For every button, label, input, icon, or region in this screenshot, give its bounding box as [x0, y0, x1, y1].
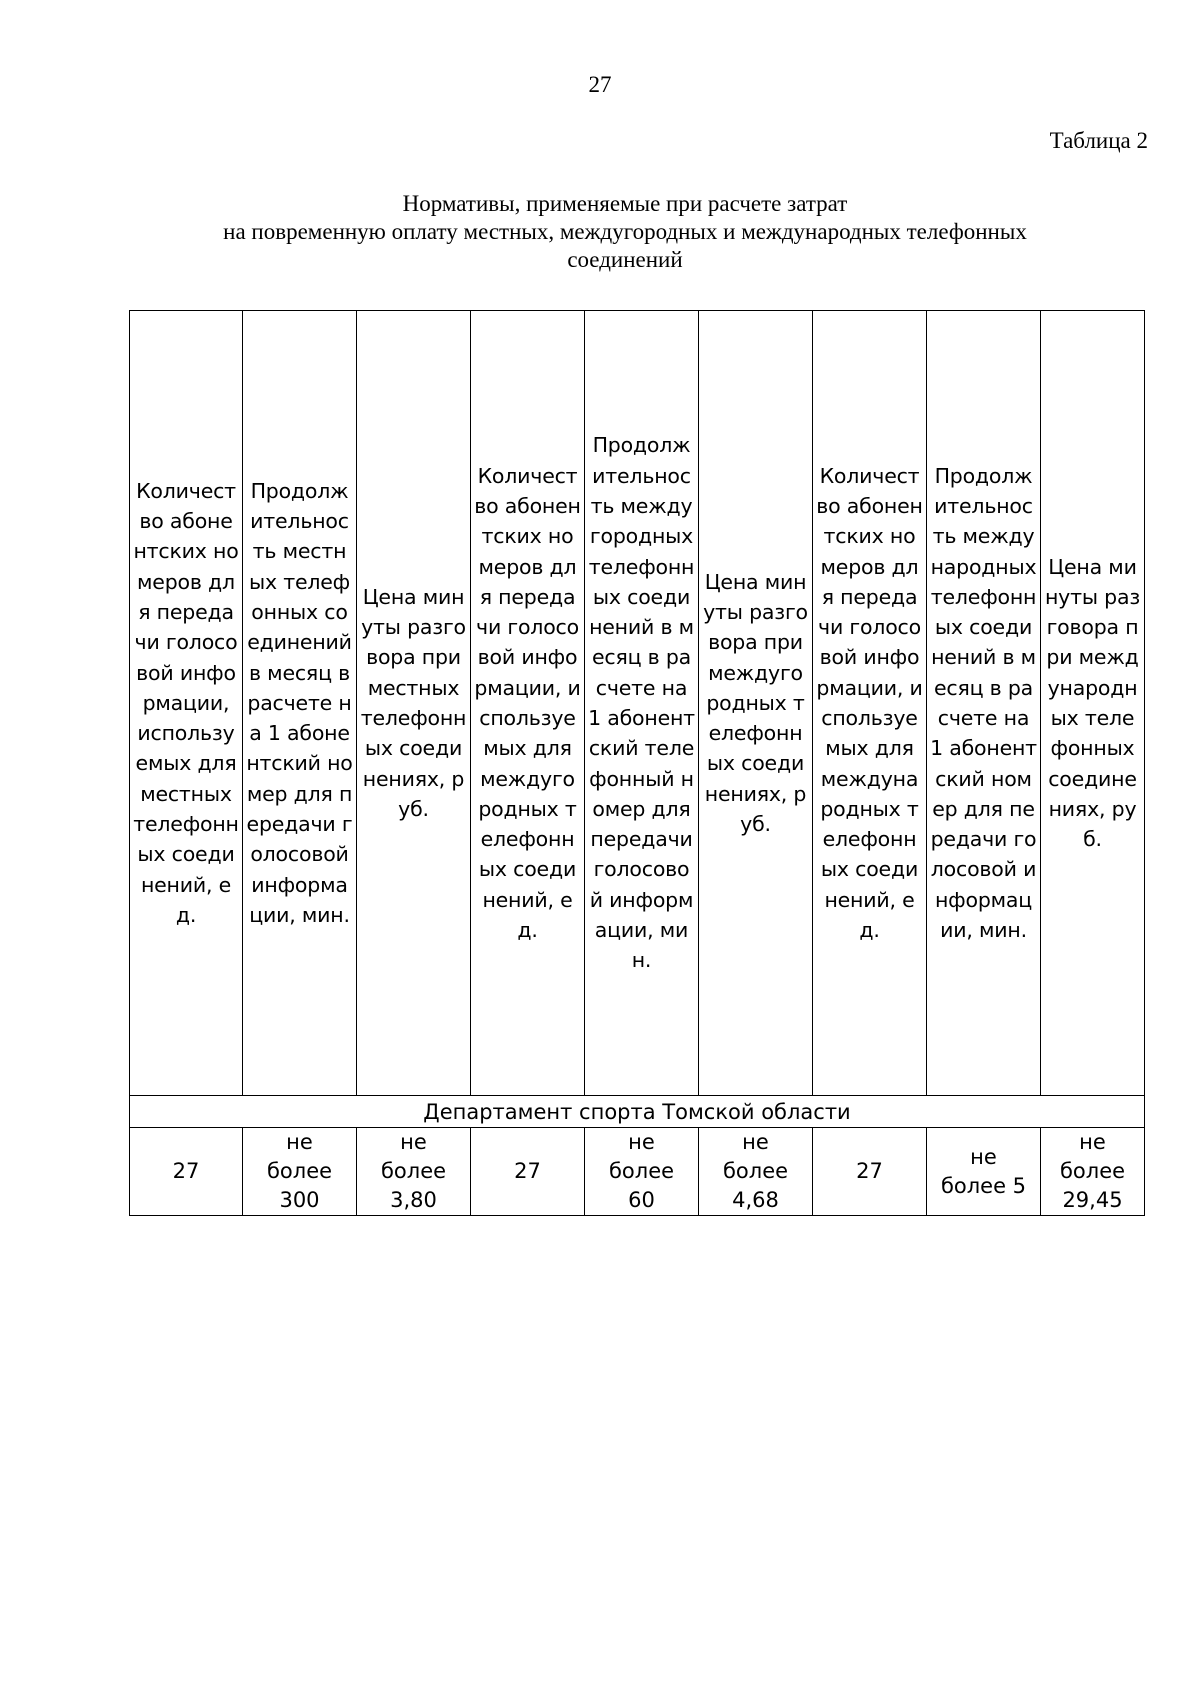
- value-text: не более 29,45: [1059, 1130, 1126, 1212]
- values-row: [130, 1128, 1145, 1216]
- header-cell: Количество абонентских номеров для передачи голосовой информации, используемых для междугородных телефонных соединений, ед.: [471, 311, 585, 1096]
- table-label: Таблица 2: [1049, 128, 1148, 153]
- value-cell: [357, 1128, 471, 1216]
- value-text: не более 60: [608, 1130, 675, 1212]
- header-cell: Количество абонентских номеров для передачи голосовой информации, используемых для международных телефонных соединений, ед.: [813, 311, 927, 1096]
- title-line: соединений: [567, 247, 683, 272]
- header-cell: Цена минуты разговора при междугородных телефонных соединениях, руб.: [699, 311, 813, 1096]
- norms-table: [129, 310, 1145, 1216]
- value-text: 27: [172, 1159, 200, 1183]
- value-cell: [1041, 1128, 1145, 1216]
- title-line: на повременную оплату местных, междугородных и международных телефонных: [223, 219, 1027, 244]
- header-cell: Продолжительность местных телефонных соединений в месяц в расчете на 1 абонентский номер для передачи голосовой информации, мин.: [243, 311, 357, 1096]
- value-text: 27: [514, 1159, 541, 1183]
- header-cell: Цена минуты разговора при местных телефонных соединениях, руб.: [357, 311, 471, 1096]
- value-cell: [585, 1128, 699, 1216]
- title-line: Нормативы, применяемые при расчете затрат: [402, 191, 848, 216]
- header-cell: Продолжительность международных телефонных соединений в месяц в расчете на 1 абонентский номер для передачи голосовой информации, мин.: [927, 311, 1041, 1096]
- header-cell: Продолжительность междугородных телефонных соединений в месяц в расчете на 1 абонентский телефонный номер для передачи голосовой информации, мин.: [585, 311, 699, 1096]
- section-row: [130, 1096, 1145, 1128]
- section-title: Департамент спорта Томской области: [130, 1096, 1145, 1128]
- value-cell: [471, 1128, 585, 1216]
- value-cell: [927, 1128, 1041, 1216]
- value-text: 27: [856, 1159, 883, 1183]
- header-row: [130, 311, 1145, 1096]
- table-title: [150, 190, 1100, 274]
- value-cell: [130, 1128, 243, 1216]
- page-number: 27: [588, 72, 612, 97]
- value-text: не более 5: [940, 1144, 1027, 1198]
- value-text: не более 4,68: [722, 1130, 789, 1212]
- value-cell: [813, 1128, 927, 1216]
- value-cell: [699, 1128, 813, 1216]
- header-cell: Количество абонентских номеров для передачи голосовой информации, используемых для местных телефонных соединений, ед.: [130, 311, 243, 1096]
- header-cell: Цена минуты разговора при международных телефонных соединениях, руб.: [1041, 311, 1145, 1096]
- value-text: не более 300: [266, 1130, 333, 1212]
- value-cell: [243, 1128, 357, 1216]
- value-text: не более 3,80: [380, 1130, 447, 1212]
